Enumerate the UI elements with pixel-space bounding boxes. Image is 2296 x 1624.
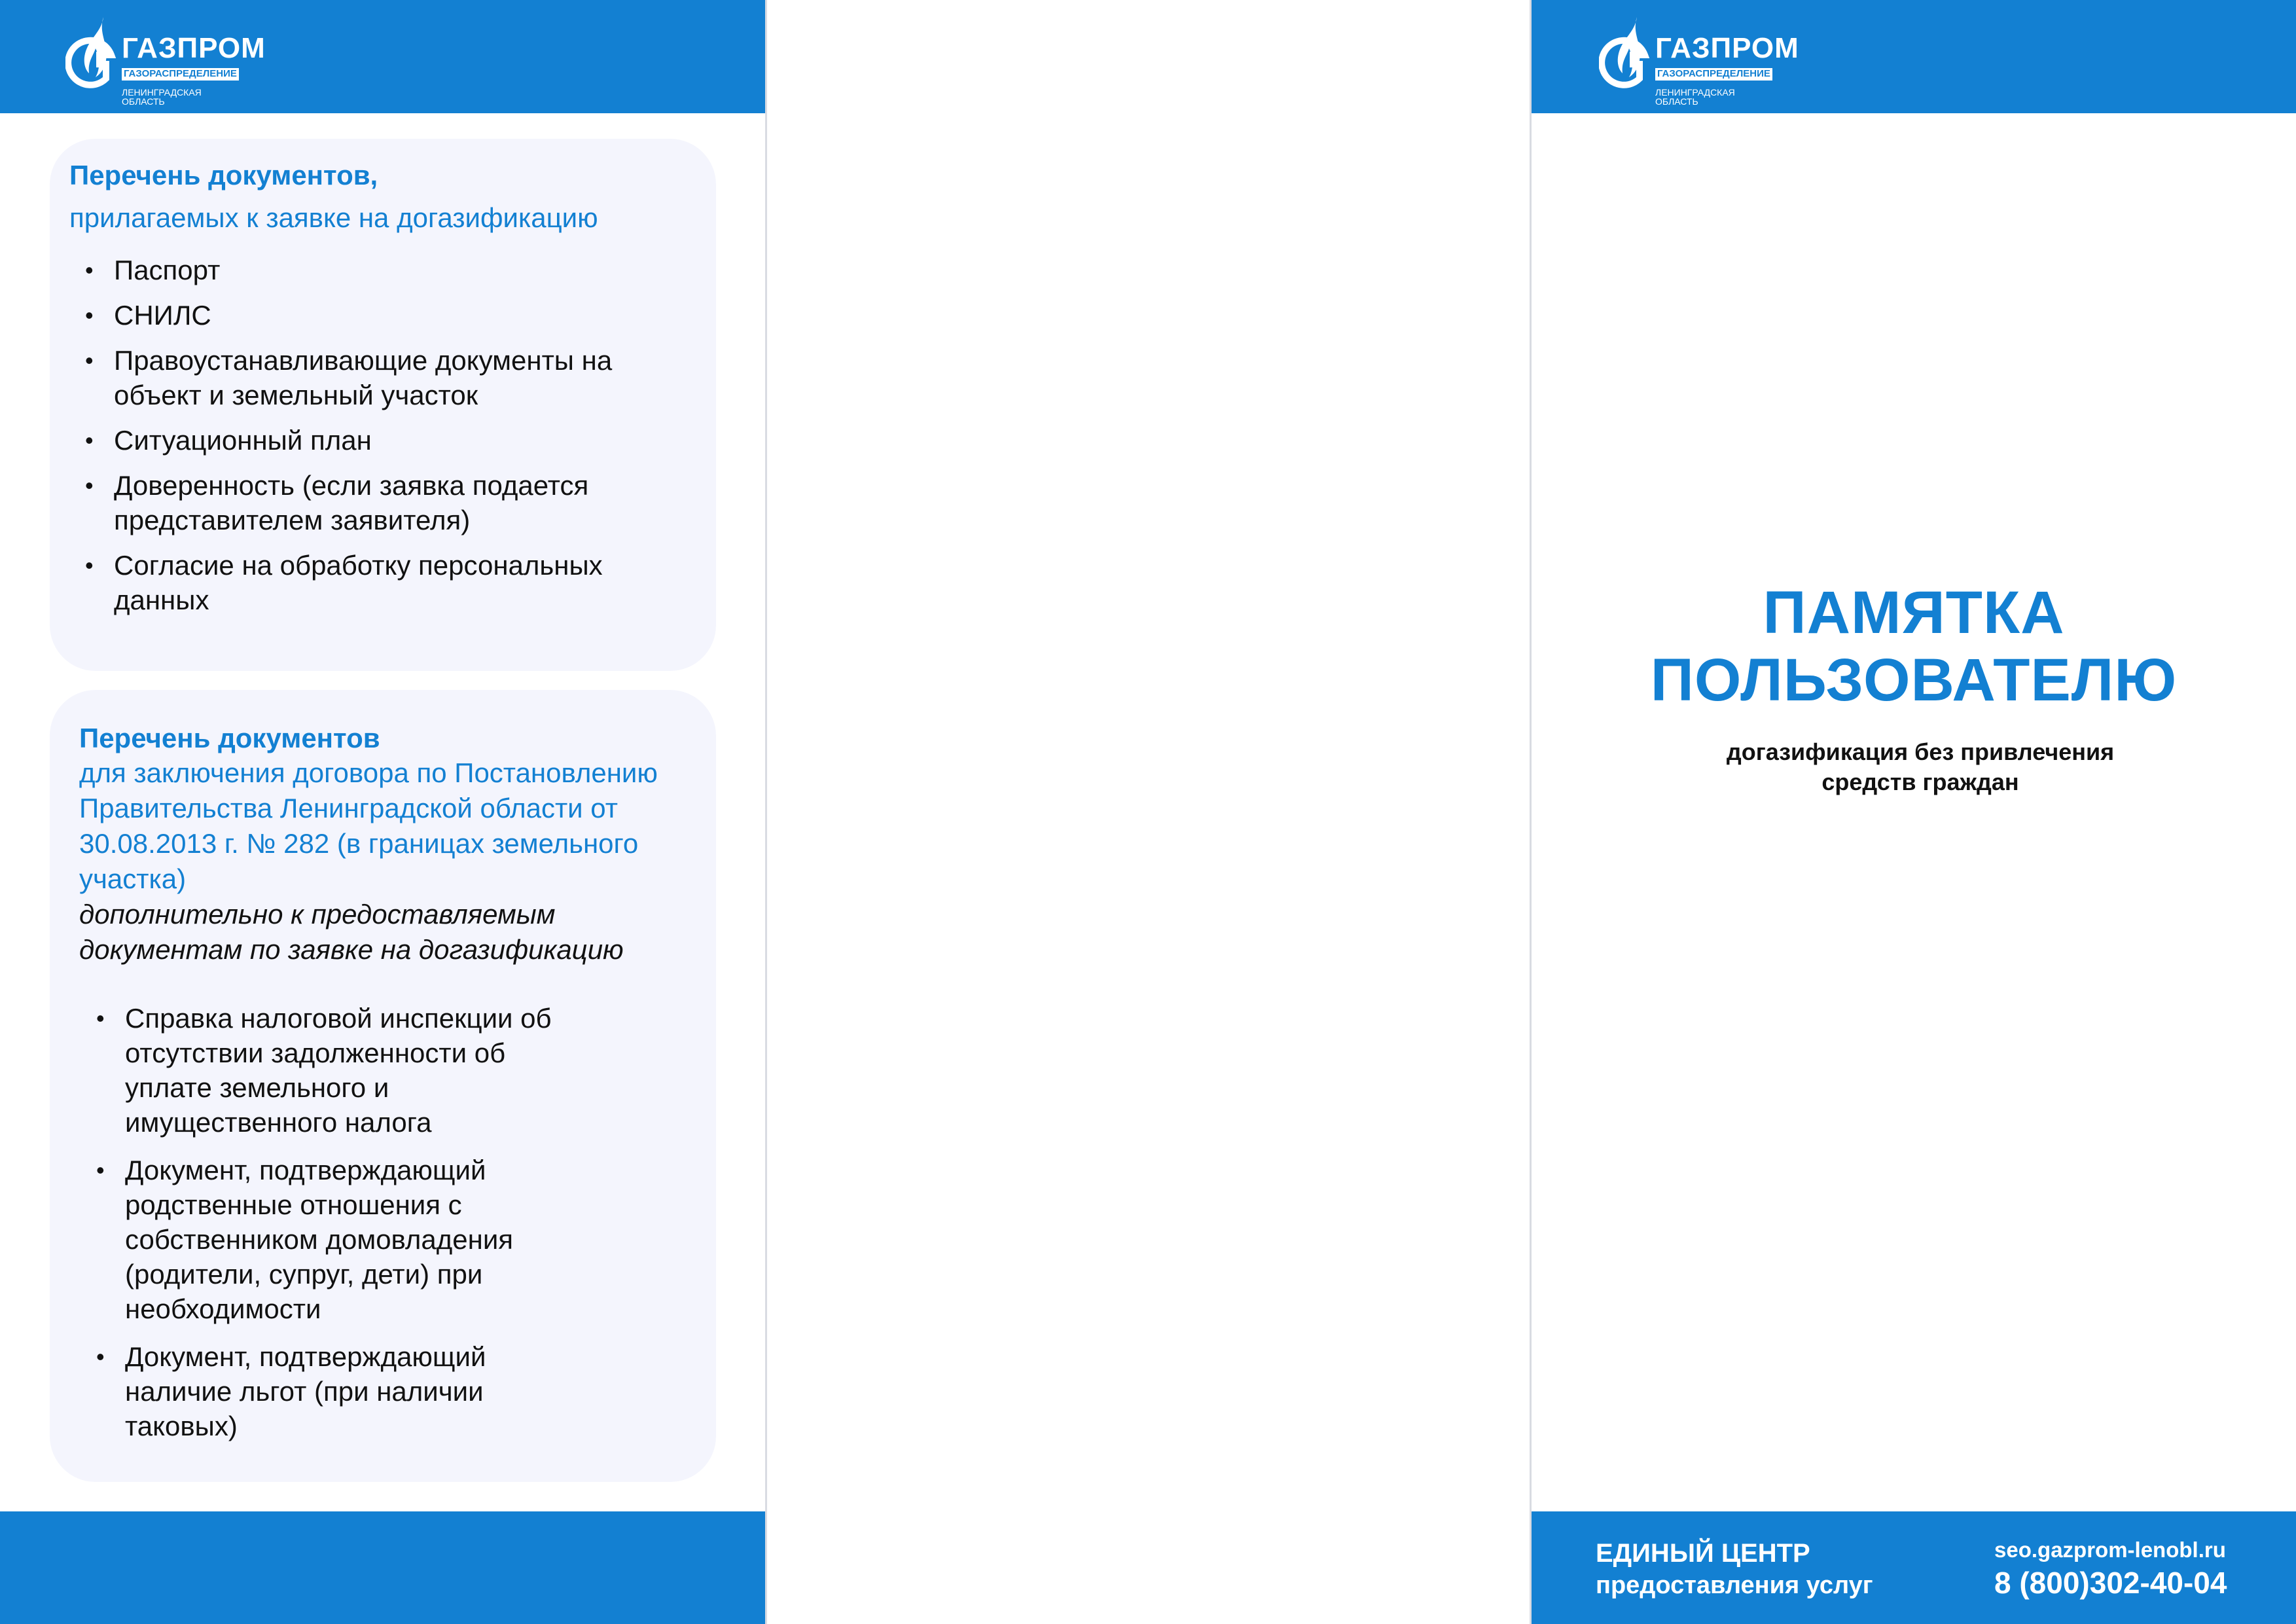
top-bar bbox=[0, 0, 765, 113]
list-item: • Доверенность (если заявка подается представителем заявителя) bbox=[114, 468, 624, 537]
bottom-bar bbox=[1532, 1511, 2296, 1624]
list-item: • Паспорт bbox=[114, 253, 690, 287]
list-item: • Документ, подтверждающий наличие льгот (при наличии таковых) bbox=[125, 1339, 544, 1443]
middle-panel bbox=[767, 0, 1530, 1624]
brand-region: ЛЕНИНГРАДСКАЯ ОБЛАСТЬ bbox=[1655, 87, 1735, 107]
card2-note: дополнительно к предоставляемым документам по заявке на догазификацию bbox=[79, 899, 624, 965]
left-panel bbox=[0, 0, 767, 1624]
cover-panel bbox=[1530, 0, 2296, 1624]
website-link[interactable]: seo.gazprom-lenobl.ru bbox=[1994, 1538, 2226, 1562]
gazprom-flame-icon bbox=[65, 14, 124, 103]
brand-region: ЛЕНИНГРАДСКАЯ ОБЛАСТЬ bbox=[122, 87, 202, 107]
gazprom-flame-icon bbox=[1599, 14, 1658, 103]
brand-name: ГАЗПРОМ bbox=[122, 32, 266, 64]
card2-document-list bbox=[125, 1001, 596, 1443]
list-item: • Правоустанавливающие документы на объект и земельный участок bbox=[114, 343, 651, 412]
bottom-bar bbox=[0, 1511, 765, 1624]
cover-subtitle-line1: догазификация без привлечения bbox=[1726, 738, 2115, 765]
phone-number[interactable]: 8 (800)302-40-04 bbox=[1994, 1566, 2227, 1600]
list-item: • Документ, подтверждающий родственные отношения с собственником домовладения (родители, супруг, дети) при необходимости bbox=[125, 1153, 596, 1326]
documents-card-2 bbox=[50, 690, 716, 1482]
card2-title: Перечень документов bbox=[79, 723, 380, 753]
gazprom-logo bbox=[1599, 14, 1799, 107]
brand-division: ГАЗОРАСПРЕДЕЛЕНИЕ bbox=[1655, 68, 1772, 81]
gazprom-logo bbox=[65, 14, 266, 107]
list-item: • Ситуационный план bbox=[114, 423, 690, 458]
list-item: • Справка налоговой инспекции об отсутствии задолженности об уплате земельного и имущественного налога bbox=[125, 1001, 596, 1140]
card2-subtitle: для заключения договора по Постановлению Правительства Ленинградской области от 30.08.2013 г. № 282 (в границах земельного участка) bbox=[79, 757, 658, 894]
service-center-subtitle: предоставления услуг bbox=[1596, 1572, 1873, 1599]
cover-subtitle-line2: средств граждан bbox=[1821, 768, 2019, 795]
top-bar bbox=[1532, 0, 2296, 113]
card1-subtitle: прилагаемых к заявке на догазификацию bbox=[69, 202, 598, 233]
service-center-title: ЕДИНЫЙ ЦЕНТР bbox=[1596, 1539, 1810, 1568]
brand-division: ГАЗОРАСПРЕДЕЛЕНИЕ bbox=[122, 68, 239, 81]
cover-title-line2: ПОЛЬЗОВАТЕЛЮ bbox=[1650, 647, 2178, 713]
brand-name: ГАЗПРОМ bbox=[1655, 32, 1799, 64]
list-item: • Согласие на обработку персональных данных bbox=[114, 548, 624, 617]
card1-document-list bbox=[114, 253, 690, 617]
list-item: • СНИЛС bbox=[114, 298, 690, 333]
documents-card-1 bbox=[50, 139, 716, 671]
cover-title-line1: ПАМЯТКА bbox=[1763, 579, 2065, 646]
card1-title: Перечень документов, bbox=[69, 160, 378, 190]
